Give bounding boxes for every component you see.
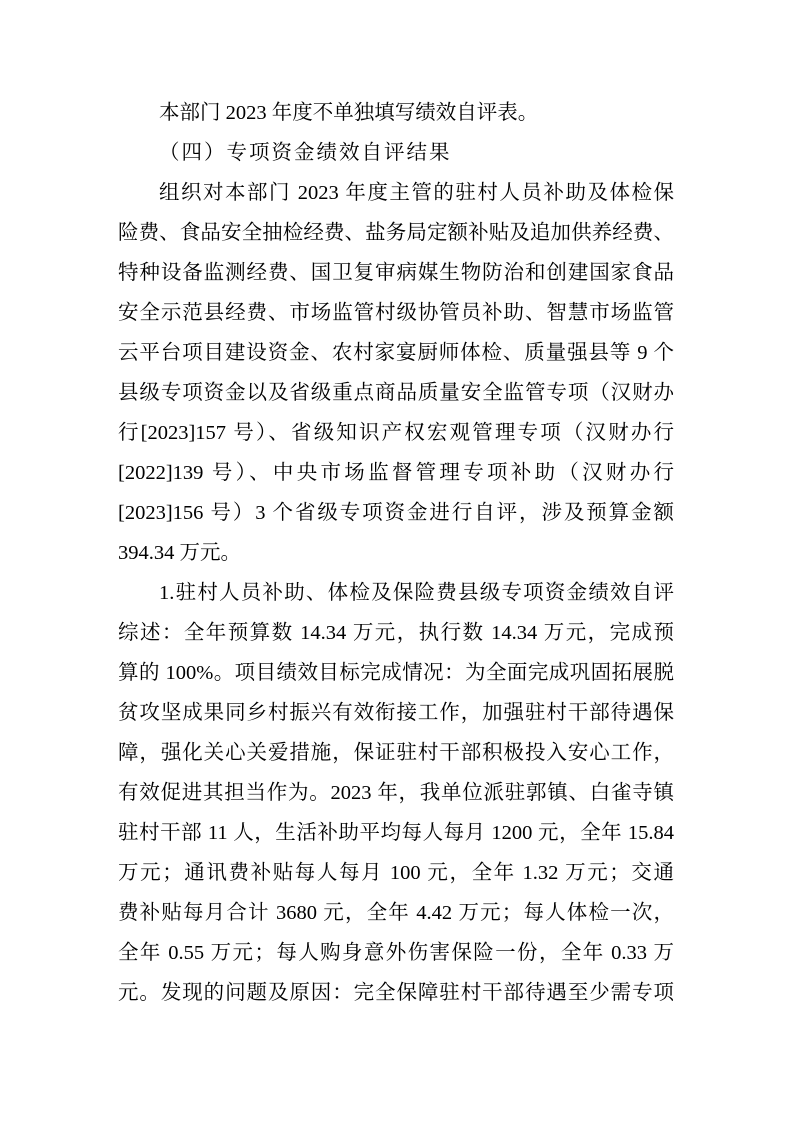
paragraph-line: 全年 0.55 万元；每人购身意外伤害保险一份，全年 0.33 万	[118, 942, 674, 964]
section-heading: （四）专项资金绩效自评结果	[159, 142, 452, 164]
paragraph-line: [2022]139 号）、中央市场监督管理专项补助（汉财办行	[118, 462, 674, 484]
paragraph-line: 组织对本部门 2023 年度主管的驻村人员补助及体检保	[159, 182, 674, 204]
paragraph-line: 行[2023]157 号）、省级知识产权宏观管理专项（汉财办行	[118, 422, 674, 444]
paragraph-line: 特种设备监测经费、国卫复审病媒生物防治和创建国家食品	[118, 262, 674, 284]
paragraph-line: 算的 100%。项目绩效目标完成情况：为全面完成巩固拓展脱	[118, 662, 674, 684]
paragraph-line: 1.驻村人员补助、体检及保险费县级专项资金绩效自评	[159, 582, 674, 604]
paragraph-line: 险费、食品安全抽检经费、盐务局定额补贴及追加供养经费、	[118, 222, 674, 244]
paragraph-line: 贫攻坚成果同乡村振兴有效衔接工作，加强驻村干部待遇保	[118, 702, 674, 724]
paragraph-line: 394.34 万元。	[118, 542, 241, 564]
paragraph-line: 综述：全年预算数 14.34 万元，执行数 14.34 万元，完成预	[118, 622, 674, 644]
paragraph-line: 驻村干部 11 人，生活补助平均每人每月 1200 元，全年 15.84	[118, 822, 674, 844]
paragraph-line: 障，强化关心关爱措施，保证驻村干部积极投入安心工作，	[118, 742, 674, 764]
paragraph-line: 万元；通讯费补贴每人每月 100 元，全年 1.32 万元；交通	[118, 862, 674, 884]
paragraph-line: 元。发现的问题及原因：完全保障驻村干部待遇至少需专项	[118, 982, 674, 1004]
paragraph-line: 有效促进其担当作为。2023 年，我单位派驻郭镇、白雀寺镇	[118, 782, 674, 804]
paragraph-line: [2023]156 号）3 个省级专项资金进行自评，涉及预算金额	[118, 502, 674, 524]
paragraph-line: 费补贴每月合计 3680 元，全年 4.42 万元；每人体检一次，	[118, 902, 674, 924]
document-text-block	[118, 93, 674, 1013]
paragraph-line: 安全示范县经费、市场监管村级协管员补助、智慧市场监管	[118, 302, 674, 324]
paragraph-line: 本部门 2023 年度不单独填写绩效自评表。	[159, 102, 539, 124]
paragraph-line: 云平台项目建设资金、农村家宴厨师体检、质量强县等 9 个	[118, 342, 674, 364]
paragraph-line: 县级专项资金以及省级重点商品质量安全监管专项（汉财办	[118, 382, 674, 404]
